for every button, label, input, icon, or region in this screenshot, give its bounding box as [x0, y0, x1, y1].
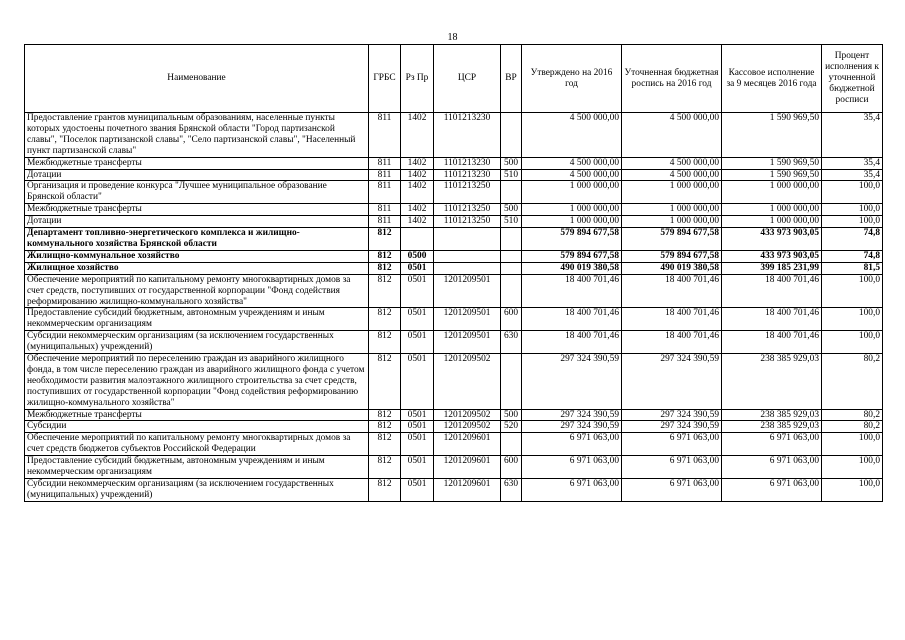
table-cell-vr — [501, 181, 522, 204]
table-cell-refined: 297 324 390,59 — [622, 354, 722, 410]
table-cell-approved: 18 400 701,46 — [522, 308, 622, 331]
table-cell-grbs: 812 — [369, 354, 401, 410]
table-cell-csr — [434, 228, 501, 251]
table-cell-csr: 1201209502 — [434, 354, 501, 410]
table-cell-vr — [501, 228, 522, 251]
table-cell-percent: 81,5 — [822, 262, 883, 274]
table-cell-rzpr: 0501 — [401, 308, 434, 331]
table-cell-approved: 1 000 000,00 — [522, 216, 622, 228]
table-cell-vr — [501, 262, 522, 274]
table-cell-csr: 1201209601 — [434, 456, 501, 479]
table-cell-name: Жилищное хозяйство — [25, 262, 369, 274]
table-cell-rzpr: 0501 — [401, 409, 434, 421]
table-cell-vr: 630 — [501, 331, 522, 354]
table-cell-percent: 74,8 — [822, 228, 883, 251]
table-cell-name: Субсидии — [25, 421, 369, 433]
table-cell-vr — [501, 274, 522, 308]
table-cell-rzpr — [401, 228, 434, 251]
table-cell-rzpr: 0501 — [401, 262, 434, 274]
table-cell-rzpr: 0501 — [401, 274, 434, 308]
table-cell-approved: 4 500 000,00 — [522, 157, 622, 169]
table-cell-grbs: 812 — [369, 421, 401, 433]
table-cell-grbs: 812 — [369, 250, 401, 262]
table-cell-refined: 6 971 063,00 — [622, 456, 722, 479]
table-cell-csr: 1201209501 — [434, 331, 501, 354]
table-cell-rzpr: 0501 — [401, 433, 434, 456]
table-cell-rzpr: 0501 — [401, 354, 434, 410]
table-cell-csr: 1201209601 — [434, 479, 501, 502]
table-row — [25, 308, 883, 331]
table-cell-cash: 1 590 969,50 — [722, 157, 822, 169]
table-cell-csr: 1201209501 — [434, 274, 501, 308]
table-cell-csr: 1101213250 — [434, 216, 501, 228]
table-cell-cash: 18 400 701,46 — [722, 308, 822, 331]
table-cell-vr — [501, 354, 522, 410]
table-cell-name: Субсидии некоммерческим организациям (за исключением государственных (муниципальных) учреждений) — [25, 479, 369, 502]
table-cell-refined: 18 400 701,46 — [622, 274, 722, 308]
table-cell-percent: 35,4 — [822, 113, 883, 158]
table-cell-refined: 297 324 390,59 — [622, 409, 722, 421]
table-cell-percent: 100,0 — [822, 181, 883, 204]
table-cell-name: Жилищно-коммунальное хозяйство — [25, 250, 369, 262]
table-cell-csr: 1201209502 — [434, 421, 501, 433]
table-cell-approved: 490 019 380,58 — [522, 262, 622, 274]
table-cell-vr: 500 — [501, 157, 522, 169]
table-cell-grbs: 812 — [369, 331, 401, 354]
header-refined: Уточненная бюджетная роспись на 2016 год — [622, 45, 722, 113]
table-cell-grbs: 811 — [369, 181, 401, 204]
table-cell-vr: 600 — [501, 456, 522, 479]
page-number: 18 — [447, 32, 458, 43]
table-cell-csr: 1101213250 — [434, 204, 501, 216]
table-cell-cash: 1 000 000,00 — [722, 204, 822, 216]
table-cell-vr: 510 — [501, 216, 522, 228]
table-cell-refined: 1 000 000,00 — [622, 181, 722, 204]
table-cell-name: Предоставление субсидий бюджетным, автономным учреждениям и иным некоммерческим организациям — [25, 308, 369, 331]
table-cell-vr — [501, 433, 522, 456]
table-cell-percent: 100,0 — [822, 433, 883, 456]
table-cell-refined: 490 019 380,58 — [622, 262, 722, 274]
table-cell-approved: 579 894 677,58 — [522, 228, 622, 251]
table-cell-cash: 238 385 929,03 — [722, 409, 822, 421]
table-cell-csr — [434, 262, 501, 274]
table-row — [25, 456, 883, 479]
table-cell-rzpr: 1402 — [401, 216, 434, 228]
table-cell-percent: 100,0 — [822, 216, 883, 228]
table-row — [25, 354, 883, 410]
header-approved: Утверждено на 2016 год — [522, 45, 622, 113]
table-row — [25, 113, 883, 158]
table-cell-grbs: 812 — [369, 274, 401, 308]
table-cell-refined: 4 500 000,00 — [622, 157, 722, 169]
table-cell-name: Дотации — [25, 216, 369, 228]
table-cell-cash: 1 000 000,00 — [722, 181, 822, 204]
table-cell-percent: 74,8 — [822, 250, 883, 262]
table-cell-approved: 18 400 701,46 — [522, 274, 622, 308]
table-row — [25, 409, 883, 421]
table-cell-grbs: 811 — [369, 113, 401, 158]
header-name: Наименование — [25, 45, 369, 113]
table-cell-cash: 6 971 063,00 — [722, 456, 822, 479]
table-cell-vr: 520 — [501, 421, 522, 433]
header-cash: Кассовое исполнение за 9 месяцев 2016 года — [722, 45, 822, 113]
table-cell-grbs: 812 — [369, 262, 401, 274]
table-cell-rzpr: 0501 — [401, 421, 434, 433]
table-cell-refined: 18 400 701,46 — [622, 331, 722, 354]
table-cell-refined: 6 971 063,00 — [622, 433, 722, 456]
table-cell-percent: 80,2 — [822, 409, 883, 421]
header-percent: Процент исполнения к уточненной бюджетной росписи — [822, 45, 883, 113]
table-cell-rzpr: 1402 — [401, 204, 434, 216]
table-cell-approved: 297 324 390,59 — [522, 421, 622, 433]
table-cell-grbs: 812 — [369, 228, 401, 251]
table-cell-name: Межбюджетные трансферты — [25, 157, 369, 169]
table-cell-vr — [501, 250, 522, 262]
header-csr: ЦСР — [434, 45, 501, 113]
table-cell-refined: 4 500 000,00 — [622, 169, 722, 181]
table-cell-approved: 4 500 000,00 — [522, 169, 622, 181]
table-cell-refined: 1 000 000,00 — [622, 204, 722, 216]
table-cell-percent: 100,0 — [822, 331, 883, 354]
table-row — [25, 204, 883, 216]
table-row — [25, 479, 883, 502]
table-cell-cash: 18 400 701,46 — [722, 331, 822, 354]
table-cell-approved: 6 971 063,00 — [522, 479, 622, 502]
table-cell-rzpr: 0500 — [401, 250, 434, 262]
table-cell-percent: 100,0 — [822, 479, 883, 502]
table-cell-percent: 80,2 — [822, 354, 883, 410]
table-row — [25, 250, 883, 262]
table-cell-percent: 35,4 — [822, 157, 883, 169]
table-cell-cash: 238 385 929,03 — [722, 421, 822, 433]
table-cell-csr: 1201209502 — [434, 409, 501, 421]
table-row — [25, 262, 883, 274]
table-header-row — [25, 45, 883, 113]
table-cell-vr: 630 — [501, 479, 522, 502]
table-cell-vr — [501, 113, 522, 158]
table-cell-name: Дотации — [25, 169, 369, 181]
table-row — [25, 228, 883, 251]
table-cell-percent: 35,4 — [822, 169, 883, 181]
table-cell-grbs: 811 — [369, 204, 401, 216]
table-cell-cash: 238 385 929,03 — [722, 354, 822, 410]
table-cell-approved: 6 971 063,00 — [522, 433, 622, 456]
table-cell-percent: 100,0 — [822, 274, 883, 308]
table-cell-grbs: 811 — [369, 216, 401, 228]
table-cell-grbs: 812 — [369, 433, 401, 456]
table-cell-csr — [434, 250, 501, 262]
table-cell-percent: 100,0 — [822, 204, 883, 216]
table-cell-grbs: 811 — [369, 157, 401, 169]
table-cell-rzpr: 1402 — [401, 113, 434, 158]
table-row — [25, 421, 883, 433]
table-cell-approved: 6 971 063,00 — [522, 456, 622, 479]
table-cell-percent: 100,0 — [822, 456, 883, 479]
table-cell-refined: 579 894 677,58 — [622, 250, 722, 262]
table-cell-csr: 1101213230 — [434, 169, 501, 181]
table-cell-cash: 6 971 063,00 — [722, 479, 822, 502]
table-cell-approved: 297 324 390,59 — [522, 409, 622, 421]
table-cell-name: Межбюджетные трансферты — [25, 204, 369, 216]
table-row — [25, 157, 883, 169]
table-cell-csr: 1101213250 — [434, 181, 501, 204]
table-cell-refined: 1 000 000,00 — [622, 216, 722, 228]
table-cell-approved: 579 894 677,58 — [522, 250, 622, 262]
table-cell-name: Департамент топливно-энергетического комплекса и жилищно-коммунального хозяйства Брянской области — [25, 228, 369, 251]
table-cell-name: Организация и проведение конкурса "Лучшее муниципальное образование Брянской области" — [25, 181, 369, 204]
table-cell-name: Предоставление грантов муниципальным образованиям, населенные пункты которых удостоены почетного звания Брянской области "Город партизанской славы", "Поселок партизанской славы", "Село партизанской славы", "Населенный пункт партизанской славы" — [25, 113, 369, 158]
table-cell-approved: 1 000 000,00 — [522, 181, 622, 204]
budget-table — [24, 44, 883, 502]
table-cell-csr: 1101213230 — [434, 157, 501, 169]
table-cell-refined: 297 324 390,59 — [622, 421, 722, 433]
table-row — [25, 274, 883, 308]
table-cell-rzpr: 0501 — [401, 331, 434, 354]
table-cell-grbs: 811 — [369, 169, 401, 181]
table-cell-rzpr: 1402 — [401, 169, 434, 181]
table-cell-grbs: 812 — [369, 308, 401, 331]
table-cell-approved: 1 000 000,00 — [522, 204, 622, 216]
table-row — [25, 169, 883, 181]
table-cell-refined: 6 971 063,00 — [622, 479, 722, 502]
table-cell-approved: 297 324 390,59 — [522, 354, 622, 410]
table-cell-name: Обеспечение мероприятий по переселению граждан из аварийного жилищного фонда, в том числе переселению граждан из аварийного жилищного фонда с учетом необходимости развития малоэтажного жилищного строительства за счет средств, поступивших от государственной корпорации "Фонд содействия реформированию жилищно-коммунального хозяйства" — [25, 354, 369, 410]
table-cell-vr: 510 — [501, 169, 522, 181]
table-cell-csr: 1101213230 — [434, 113, 501, 158]
table-cell-vr: 600 — [501, 308, 522, 331]
table-cell-cash: 6 971 063,00 — [722, 433, 822, 456]
table-cell-rzpr: 0501 — [401, 456, 434, 479]
table-cell-name: Предоставление субсидий бюджетным, автономным учреждениям и иным некоммерческим организациям — [25, 456, 369, 479]
table-cell-cash: 433 973 903,05 — [722, 228, 822, 251]
table-row — [25, 331, 883, 354]
table-cell-percent: 80,2 — [822, 421, 883, 433]
header-rzpr: Рз Пр — [401, 45, 434, 113]
table-row — [25, 433, 883, 456]
table-cell-approved: 18 400 701,46 — [522, 331, 622, 354]
header-grbs: ГРБС — [369, 45, 401, 113]
table-cell-name: Обеспечение мероприятий по капитальному ремонту многоквартирных домов за счет средств бюджетов субъектов Российской Федерации — [25, 433, 369, 456]
table-cell-name: Обеспечение мероприятий по капитальному ремонту многоквартирных домов за счет средств, поступивших от государственной корпорации "Фонд содействия реформированию жилищно-коммунального хозяйства" — [25, 274, 369, 308]
table-cell-cash: 433 973 903,05 — [722, 250, 822, 262]
table-row — [25, 216, 883, 228]
table-cell-refined: 4 500 000,00 — [622, 113, 722, 158]
table-cell-cash: 1 000 000,00 — [722, 216, 822, 228]
table-cell-grbs: 812 — [369, 479, 401, 502]
table-row — [25, 181, 883, 204]
table-cell-cash: 1 590 969,50 — [722, 169, 822, 181]
table-cell-cash: 399 185 231,99 — [722, 262, 822, 274]
table-cell-grbs: 812 — [369, 409, 401, 421]
table-cell-csr: 1201209501 — [434, 308, 501, 331]
table-cell-rzpr: 1402 — [401, 157, 434, 169]
table-cell-approved: 4 500 000,00 — [522, 113, 622, 158]
table-cell-vr: 500 — [501, 204, 522, 216]
table-cell-cash: 18 400 701,46 — [722, 274, 822, 308]
table-cell-refined: 18 400 701,46 — [622, 308, 722, 331]
table-cell-rzpr: 1402 — [401, 181, 434, 204]
table-cell-name: Межбюджетные трансферты — [25, 409, 369, 421]
table-cell-vr: 500 — [501, 409, 522, 421]
table-cell-percent: 100,0 — [822, 308, 883, 331]
table-body — [25, 113, 883, 502]
table-cell-name: Субсидии некоммерческим организациям (за исключением государственных (муниципальных) учреждений) — [25, 331, 369, 354]
table-cell-csr: 1201209601 — [434, 433, 501, 456]
table-cell-grbs: 812 — [369, 456, 401, 479]
table-cell-refined: 579 894 677,58 — [622, 228, 722, 251]
header-vr: ВР — [501, 45, 522, 113]
table-cell-cash: 1 590 969,50 — [722, 113, 822, 158]
table-cell-rzpr: 0501 — [401, 479, 434, 502]
